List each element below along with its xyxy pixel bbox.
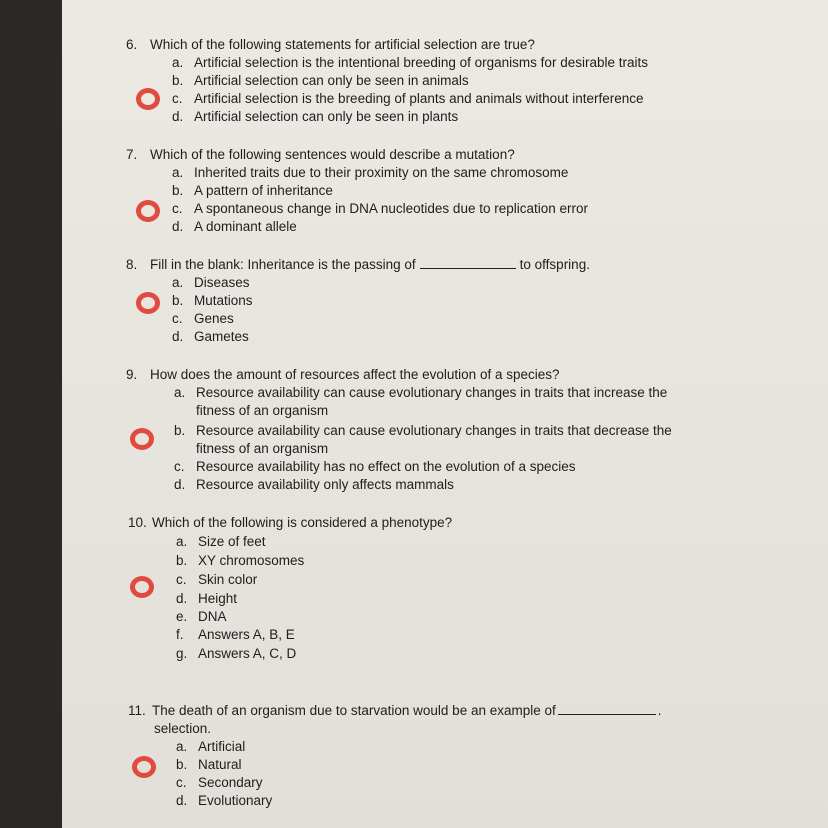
- option-8a[interactable]: a. Diseases: [172, 275, 250, 290]
- question-text: Which of the following is considered a phenotype?: [152, 515, 453, 530]
- option-9a[interactable]: a. Resource availability can cause evolutionary changes in traits that increase the: [174, 385, 668, 400]
- option-9a-continued: fitness of an organism: [196, 403, 329, 418]
- answer-mark-9: [130, 428, 154, 450]
- option-7c[interactable]: c. A spontaneous change in DNA nucleotides due to replication error: [172, 201, 589, 216]
- worksheet-page: [62, 0, 828, 828]
- question-text: The death of an organism due to starvation would be an example of: [152, 703, 556, 718]
- option-6c[interactable]: c. Artificial selection is the breeding of plants and animals without interference: [172, 91, 644, 106]
- option-6b[interactable]: b. Artificial selection can only be seen in animals: [172, 73, 469, 88]
- option-9d[interactable]: d. Resource availability only affects mammals: [174, 477, 454, 492]
- question-number: 6.: [126, 37, 138, 52]
- question-7: [126, 146, 515, 164]
- question-text: How does the amount of resources affect the evolution of a species?: [150, 367, 560, 382]
- option-9b-continued: fitness of an organism: [196, 441, 329, 456]
- answer-mark-11: [132, 756, 156, 778]
- option-10c[interactable]: c. Skin color: [176, 572, 258, 587]
- option-10e[interactable]: e. DNA: [176, 609, 227, 624]
- question-text: Which of the following sentences would describe a mutation?: [150, 147, 515, 162]
- option-6d[interactable]: d. Artificial selection can only be seen in plants: [172, 109, 459, 124]
- fill-in-blank[interactable]: [558, 702, 656, 715]
- answer-mark-6: [136, 88, 160, 110]
- question-number: 7.: [126, 147, 138, 162]
- answer-mark-10: [130, 576, 154, 598]
- option-10b[interactable]: b. XY chromosomes: [176, 553, 305, 568]
- question-number: 11.: [128, 703, 146, 718]
- question-8: [126, 256, 590, 274]
- answer-mark-8: [136, 292, 160, 314]
- option-11d[interactable]: d. Evolutionary: [176, 793, 273, 808]
- option-8c[interactable]: c. Genes: [172, 311, 234, 326]
- option-11a[interactable]: a. Artificial: [176, 739, 246, 754]
- question-11-continued: selection.: [154, 721, 212, 736]
- question-number: 10.: [128, 515, 147, 530]
- option-7b[interactable]: b. A pattern of inheritance: [172, 183, 333, 198]
- option-11c[interactable]: c. Secondary: [176, 775, 263, 790]
- question-9: [126, 366, 560, 384]
- option-6a[interactable]: a. Artificial selection is the intentional breeding of organisms for desirable traits: [172, 55, 648, 70]
- question-text-after: .: [657, 703, 662, 718]
- question-10: [128, 514, 452, 532]
- question-number: 8.: [126, 257, 138, 272]
- question-text: Fill in the blank: Inheritance is the passing of: [150, 257, 416, 272]
- answer-mark-7: [136, 200, 160, 222]
- question-text-after: to offspring.: [519, 257, 590, 272]
- option-11b[interactable]: b. Natural: [176, 757, 242, 772]
- question-11: [128, 702, 662, 720]
- fill-in-blank[interactable]: [420, 256, 516, 269]
- option-9c[interactable]: c. Resource availability has no effect on the evolution of a species: [174, 459, 576, 474]
- question-number: 9.: [126, 367, 138, 382]
- option-10f[interactable]: f. Answers A, B, E: [176, 627, 295, 642]
- option-8d[interactable]: d. Gametes: [172, 329, 249, 344]
- option-10a[interactable]: a. Size of feet: [176, 534, 266, 549]
- option-10g[interactable]: g. Answers A, C, D: [176, 646, 297, 661]
- option-8b[interactable]: b. Mutations: [172, 293, 253, 308]
- option-10d[interactable]: d. Height: [176, 591, 238, 606]
- option-7d[interactable]: d. A dominant allele: [172, 219, 297, 234]
- option-9b[interactable]: b. Resource availability can cause evolutionary changes in traits that decrease the: [174, 423, 672, 438]
- question-text: Which of the following statements for artificial selection are true?: [150, 37, 535, 52]
- option-7a[interactable]: a. Inherited traits due to their proximity on the same chromosome: [172, 165, 569, 180]
- question-6: [126, 36, 535, 54]
